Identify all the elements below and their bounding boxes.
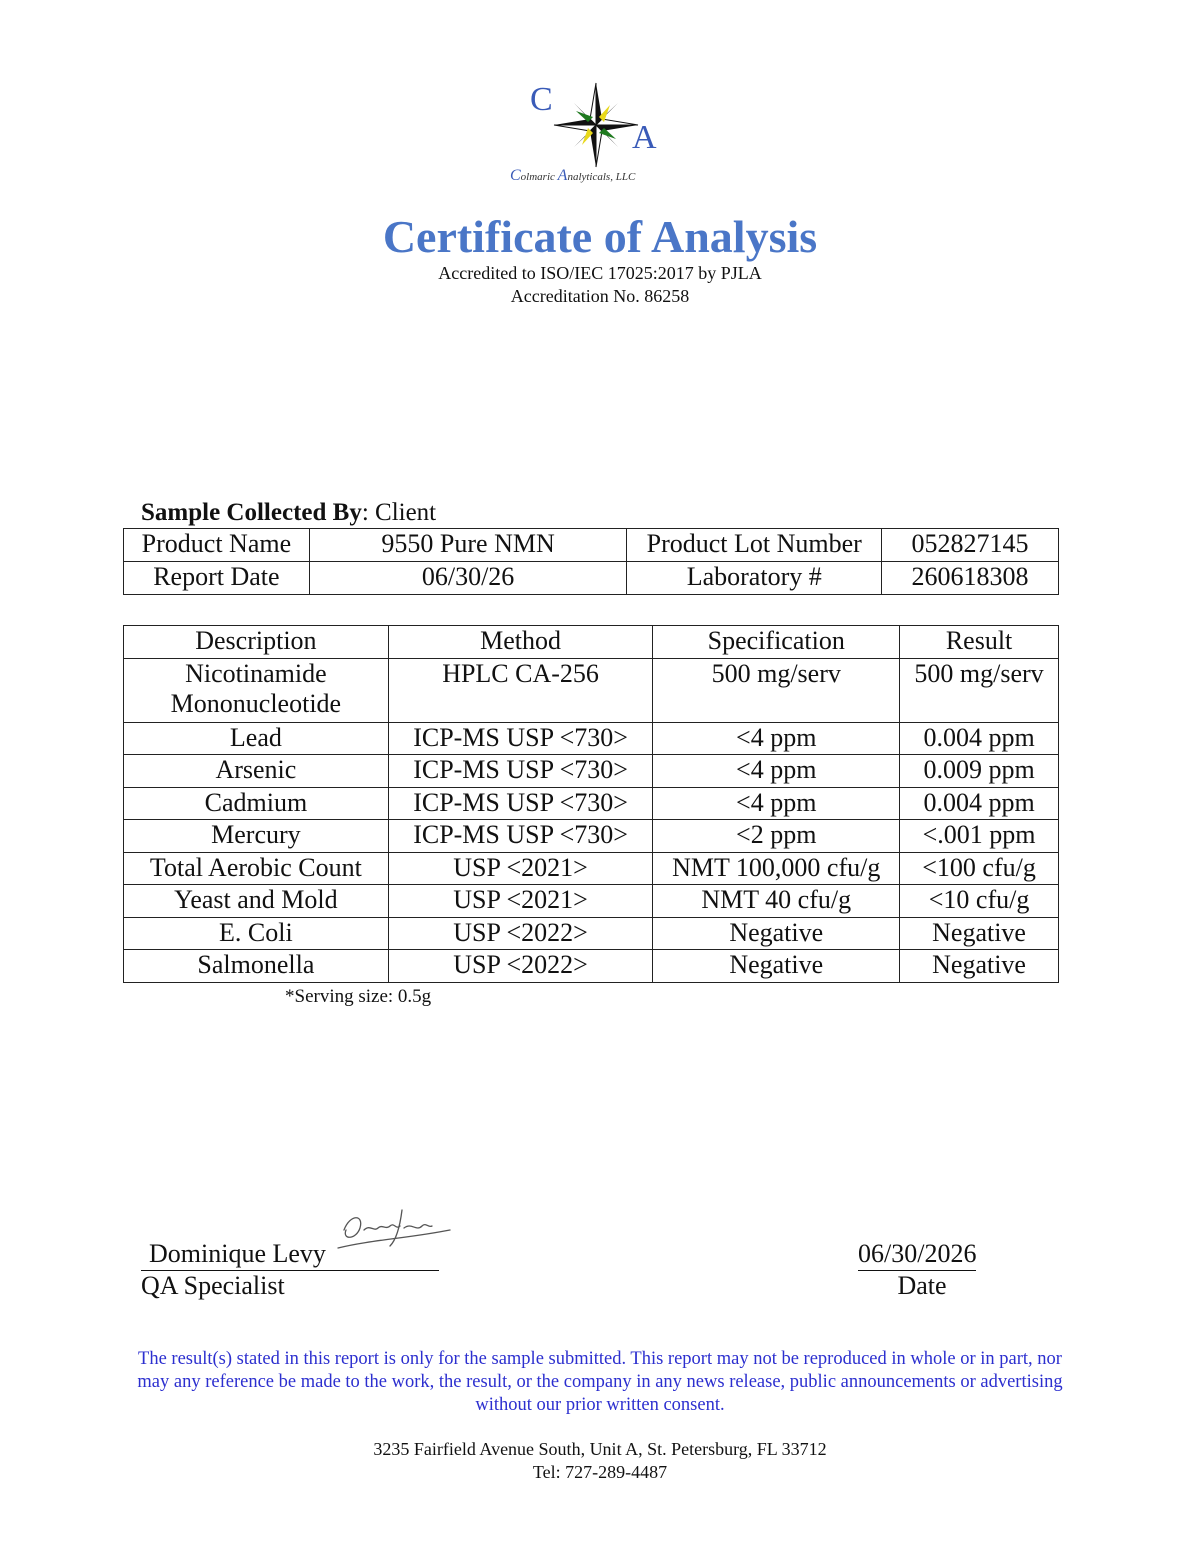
test-method-cell: USP <2022> bbox=[388, 950, 653, 983]
info-row bbox=[124, 562, 1059, 595]
test-description-cell: Yeast and Mold bbox=[124, 885, 389, 918]
document-title: Certificate of Analysis bbox=[382, 211, 818, 262]
results-row bbox=[124, 852, 1059, 885]
disclaimer-text: The result(s) stated in this report is only for the sample submitted. This report may not be reproduced in whole or in part, nor may any reference be made to the work, the result, or the company in any news release, public announcements or advertising without our prior written consent. bbox=[137, 1349, 1063, 1415]
results-header-cell: Method bbox=[388, 626, 653, 659]
test-result-cell: 500 mg/serv bbox=[900, 658, 1059, 722]
test-result-cell: <10 cfu/g bbox=[900, 885, 1059, 918]
test-result-cell: <100 cfu/g bbox=[900, 852, 1059, 885]
lab-address: 3235 Fairfield Avenue South, Unit A, St. Petersburg, FL 33712 bbox=[373, 1439, 827, 1459]
results-row bbox=[124, 917, 1059, 950]
test-specification-cell: <4 ppm bbox=[653, 722, 900, 755]
logo-letter-c: C bbox=[530, 81, 553, 118]
results-row bbox=[124, 755, 1059, 788]
test-description-cell: E. Coli bbox=[124, 917, 389, 950]
info-label-cell: Report Date bbox=[124, 562, 310, 595]
test-result-cell: <.001 ppm bbox=[900, 820, 1059, 853]
accreditation-line: Accredited to ISO/IEC 17025:2017 by PJLA bbox=[438, 263, 762, 283]
test-description-cell: Salmonella bbox=[124, 950, 389, 983]
product-info-table bbox=[123, 528, 1059, 595]
signer-title: QA Specialist bbox=[141, 1271, 285, 1300]
test-description-cell: Mercury bbox=[124, 820, 389, 853]
lab-phone: Tel: 727-289-4487 bbox=[532, 1462, 668, 1482]
info-row bbox=[124, 529, 1059, 562]
results-row bbox=[124, 950, 1059, 983]
compass-star-icon bbox=[554, 83, 638, 167]
test-specification-cell: <2 ppm bbox=[653, 820, 900, 853]
test-description-cell: Lead bbox=[124, 722, 389, 755]
test-method-cell: USP <2021> bbox=[388, 885, 653, 918]
test-result-cell: Negative bbox=[900, 917, 1059, 950]
handwritten-signature bbox=[330, 1200, 460, 1260]
test-description-cell: Arsenic bbox=[124, 755, 389, 788]
info-label-cell: Product Name bbox=[124, 529, 310, 562]
accreditation-number: Accreditation No. 86258 bbox=[510, 286, 690, 306]
test-method-cell: ICP-MS USP <730> bbox=[388, 820, 653, 853]
test-specification-cell: <4 ppm bbox=[653, 787, 900, 820]
test-description-cell: Cadmium bbox=[124, 787, 389, 820]
logo-letter-a: A bbox=[632, 119, 657, 156]
results-row bbox=[124, 820, 1059, 853]
sign-date: 06/30/2026 bbox=[858, 1238, 976, 1271]
test-method-cell: USP <2022> bbox=[388, 917, 653, 950]
company-logo bbox=[500, 72, 700, 192]
results-row bbox=[124, 787, 1059, 820]
logo-company-name: Colmaric Analyticals, LLC bbox=[510, 167, 636, 184]
sample-collected-value: : Client bbox=[361, 499, 437, 526]
sample-collected-label: Sample Collected By bbox=[141, 499, 362, 526]
results-table bbox=[123, 625, 1059, 983]
test-result-cell: 0.004 ppm bbox=[900, 787, 1059, 820]
info-value-cell: 260618308 bbox=[882, 562, 1059, 595]
test-specification-cell: <4 ppm bbox=[653, 755, 900, 788]
test-result-cell: 0.004 ppm bbox=[900, 722, 1059, 755]
signer-name-text: Dominique Levy bbox=[149, 1239, 326, 1268]
test-description-cell: Nicotinamide Mononucleotide bbox=[124, 658, 389, 722]
test-specification-cell: 500 mg/serv bbox=[653, 658, 900, 722]
test-method-cell: ICP-MS USP <730> bbox=[388, 787, 653, 820]
results-row bbox=[124, 722, 1059, 755]
results-row bbox=[124, 885, 1059, 918]
results-header-row bbox=[124, 626, 1059, 659]
test-specification-cell: NMT 100,000 cfu/g bbox=[653, 852, 900, 885]
date-label: Date bbox=[897, 1271, 947, 1300]
info-value-cell: 06/30/26 bbox=[309, 562, 627, 595]
info-label-cell: Product Lot Number bbox=[627, 529, 882, 562]
test-result-cell: 0.009 ppm bbox=[900, 755, 1059, 788]
results-header-cell: Specification bbox=[653, 626, 900, 659]
test-method-cell: HPLC CA-256 bbox=[388, 658, 653, 722]
test-specification-cell: NMT 40 cfu/g bbox=[653, 885, 900, 918]
info-label-cell: Laboratory # bbox=[627, 562, 882, 595]
test-method-cell: USP <2021> bbox=[388, 852, 653, 885]
results-header-cell: Result bbox=[900, 626, 1059, 659]
test-specification-cell: Negative bbox=[653, 917, 900, 950]
results-row bbox=[124, 658, 1059, 722]
test-method-cell: ICP-MS USP <730> bbox=[388, 722, 653, 755]
serving-size-note: *Serving size: 0.5g bbox=[285, 986, 432, 1007]
info-value-cell: 9550 Pure NMN bbox=[309, 529, 627, 562]
info-value-cell: 052827145 bbox=[882, 529, 1059, 562]
test-specification-cell: Negative bbox=[653, 950, 900, 983]
sample-collected-by bbox=[141, 497, 436, 529]
test-method-cell: ICP-MS USP <730> bbox=[388, 755, 653, 788]
test-description-cell: Total Aerobic Count bbox=[124, 852, 389, 885]
results-header-cell: Description bbox=[124, 626, 389, 659]
test-result-cell: Negative bbox=[900, 950, 1059, 983]
